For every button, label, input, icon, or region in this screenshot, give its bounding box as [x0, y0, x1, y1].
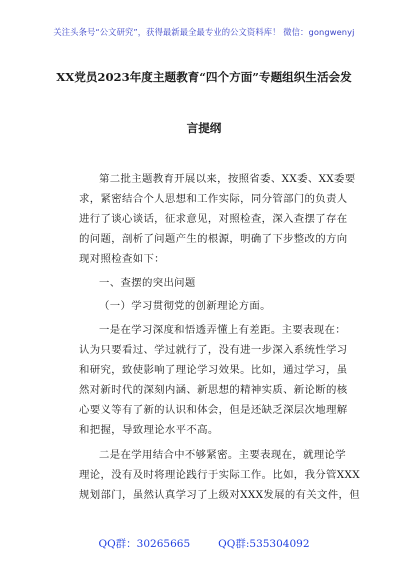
intro-line-4: 的问题，剖析了问题产生的根源，明确了下步整改的方向	[79, 233, 348, 245]
point2-line-1: 二是在学用结合中不够紧密。主要表现在，就理论学	[99, 449, 347, 461]
document-title-continuation: 言提纲	[186, 121, 222, 135]
intro-line-3: 进行了谈心谈话，征求意见，对照检查，深入查摆了存在	[79, 213, 348, 225]
point2-line-2: 理论，没有及时将理论践行于实际工作。比如，我分管XXX	[79, 469, 361, 481]
point1-line-5: 心要义等有了新的认识和体会，但是还缺乏深层次地理解	[79, 404, 348, 416]
footer-qq-group-1: QQ群：30265665	[98, 538, 191, 550]
point1-line-4: 然对新时代的深刻内涵、新思想的精神实质、新论断的核	[79, 384, 348, 396]
footer-qq-group-2: QQ群:535304092	[218, 538, 310, 550]
subsection-heading: （一）学习贯彻党的创新理论方面。	[99, 300, 271, 312]
document-title: XX党员2023年度主题教育“四个方面”专题组织生活会发	[56, 70, 352, 84]
header-banner: 关注头条号“公文研究”，获得最新最全最专业的公文资料库！ 微信：gongwenyj	[53, 27, 355, 37]
point1-line-3: 和研究，致使影响了理论学习效果。比如，通过学习，虽	[79, 364, 348, 376]
point2-line-3: 规划部门，虽然认真学习了上级对XXX发展的有关文件，但	[79, 489, 361, 501]
intro-line-5: 现对照检查如下：	[79, 253, 165, 265]
footer-contact	[0, 536, 408, 551]
point1-line-2: 认为只要看过、学过就行了，没有进一步深入系统性学习	[79, 344, 348, 356]
point1-line-1: 一是在学习深度和悟透弄懂上有差距。主要表现在：	[99, 324, 347, 336]
section-heading: 一、查摆的突出问题	[99, 277, 196, 289]
intro-line-2: 求，紧密结合个人思想和工作实际，同分管部门的负责人	[79, 193, 348, 205]
intro-line-1: 第二批主题教育开展以来，按照省委、XX委、XX委要	[99, 173, 356, 185]
point1-line-6: 和把握，导致理论水平不高。	[79, 424, 219, 436]
